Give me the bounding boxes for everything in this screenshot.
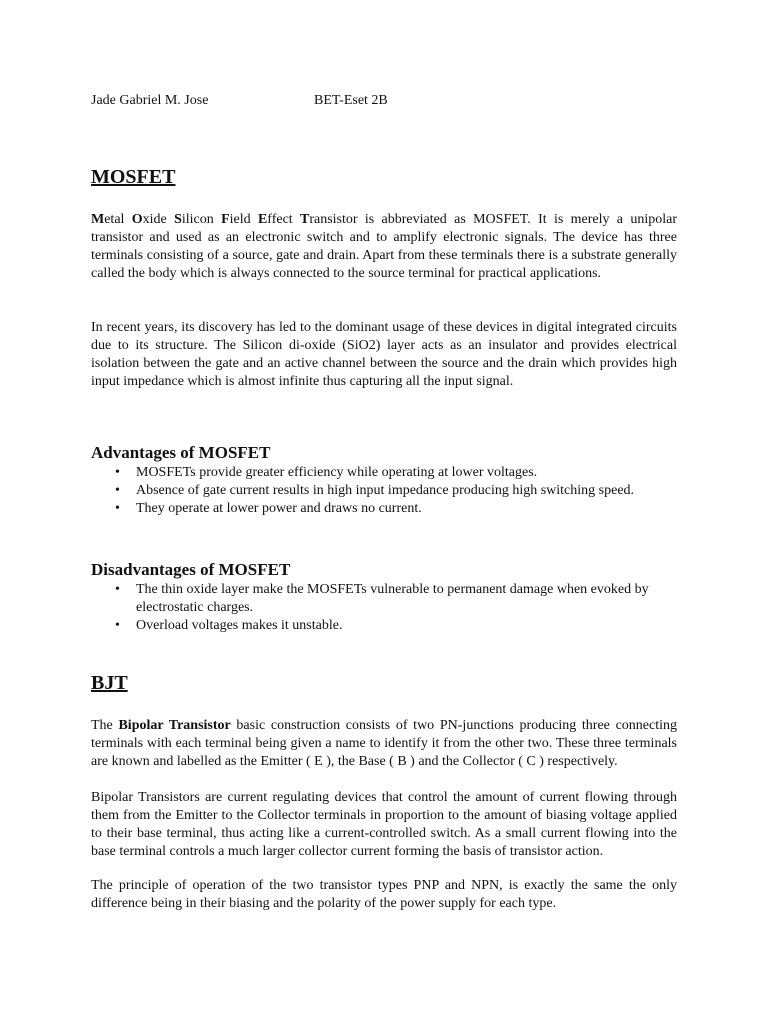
disadvantages-heading: Disadvantages of MOSFET	[91, 560, 291, 579]
bullet-icon: •	[115, 501, 120, 516]
acronym-word-rest: ffect	[267, 212, 300, 227]
list-item: • MOSFETs provide greater efficiency while operating at lower voltages.	[115, 465, 538, 480]
acronym-initial: O	[131, 212, 143, 227]
header-line	[91, 93, 388, 109]
bjt-title: BJT	[91, 672, 128, 694]
acronym-word-rest: xide	[142, 212, 175, 227]
mosfet-intro-text: is abbreviated as MOSFET. It is merely a unipolar transistor and used as an electronic switch and to amplify electronic signals. The device has three terminals consisting of a source, gate and drain. Apart from these terminals there is a substrate generally called the body which is always connected to the source terminal for practical applications.	[91, 212, 677, 281]
list-item: • The thin oxide layer make the MOSFETs vulnerable to permanent damage when evoked by electrostatic charges.	[115, 582, 649, 615]
bjt-paragraph-1: The Bipolar Transistor basic construction consists of two PN-junctions producing three connecting terminals with each terminal being given a name to identify it from the other two. These three terminals are known and labelled as the Emitter ( E ), the Base ( B ) and the Collector ( C ) respectively.	[91, 718, 678, 769]
bipolar-transistor-term: Bipolar Transistor	[118, 718, 231, 733]
class-code: BET-Eset 2B	[314, 93, 388, 108]
acronym-word-rest: ransistor	[309, 212, 358, 227]
advantages-heading: Advantages of MOSFET	[91, 443, 271, 462]
mosfet-acronym	[91, 212, 358, 227]
acronym-initial: E	[257, 212, 268, 227]
disadvantages-list	[91, 581, 677, 635]
list-item: • They operate at lower power and draws no current.	[115, 501, 422, 516]
bullet-icon: •	[115, 582, 120, 597]
acronym-initial: T	[299, 212, 310, 227]
acronym-initial: S	[174, 212, 182, 227]
advantages-list	[91, 464, 677, 518]
author-name: Jade Gabriel M. Jose	[91, 93, 209, 108]
acronym-initial: F	[221, 212, 230, 227]
bjt-paragraph-2: Bipolar Transistors are current regulating devices that control the amount of current flowing through them from the Emitter to the Collector terminals in proportion to the amount of biasing voltage applied to their base terminal, thus acting like a current-controlled switch. As a small current flowing into the base terminal controls a much larger collector current forming the basis of transistor action.	[91, 790, 677, 859]
mosfet-intro-paragraph	[91, 211, 677, 283]
acronym-word-rest: ilicon	[181, 212, 222, 227]
list-item: • Overload voltages makes it unstable.	[115, 618, 343, 633]
list-item: • Absence of gate current results in high input impedance producing high switching speed.	[115, 483, 635, 498]
acronym-word-rest: etal	[104, 212, 132, 227]
mosfet-paragraph-2: In recent years, its discovery has led to the dominant usage of these devices in digital integrated circuits due to its structure. The Silicon di-oxide (SiO2) layer acts as an insulator and provides electrical isolation between the gate and an active channel between the source and the drain which provides high input impedance which is almost infinite thus capturing all the input signal.	[91, 320, 677, 389]
bullet-icon: •	[115, 465, 120, 480]
acronym-initial: M	[91, 212, 105, 227]
bullet-icon: •	[115, 618, 120, 633]
mosfet-title: MOSFET	[91, 166, 176, 188]
bjt-paragraph-3: The principle of operation of the two transistor types PNP and NPN, is exactly the same the only difference being in their biasing and the polarity of the power supply for each type.	[91, 878, 677, 911]
bullet-icon: •	[115, 483, 120, 498]
acronym-word-rest: ield	[229, 212, 258, 227]
